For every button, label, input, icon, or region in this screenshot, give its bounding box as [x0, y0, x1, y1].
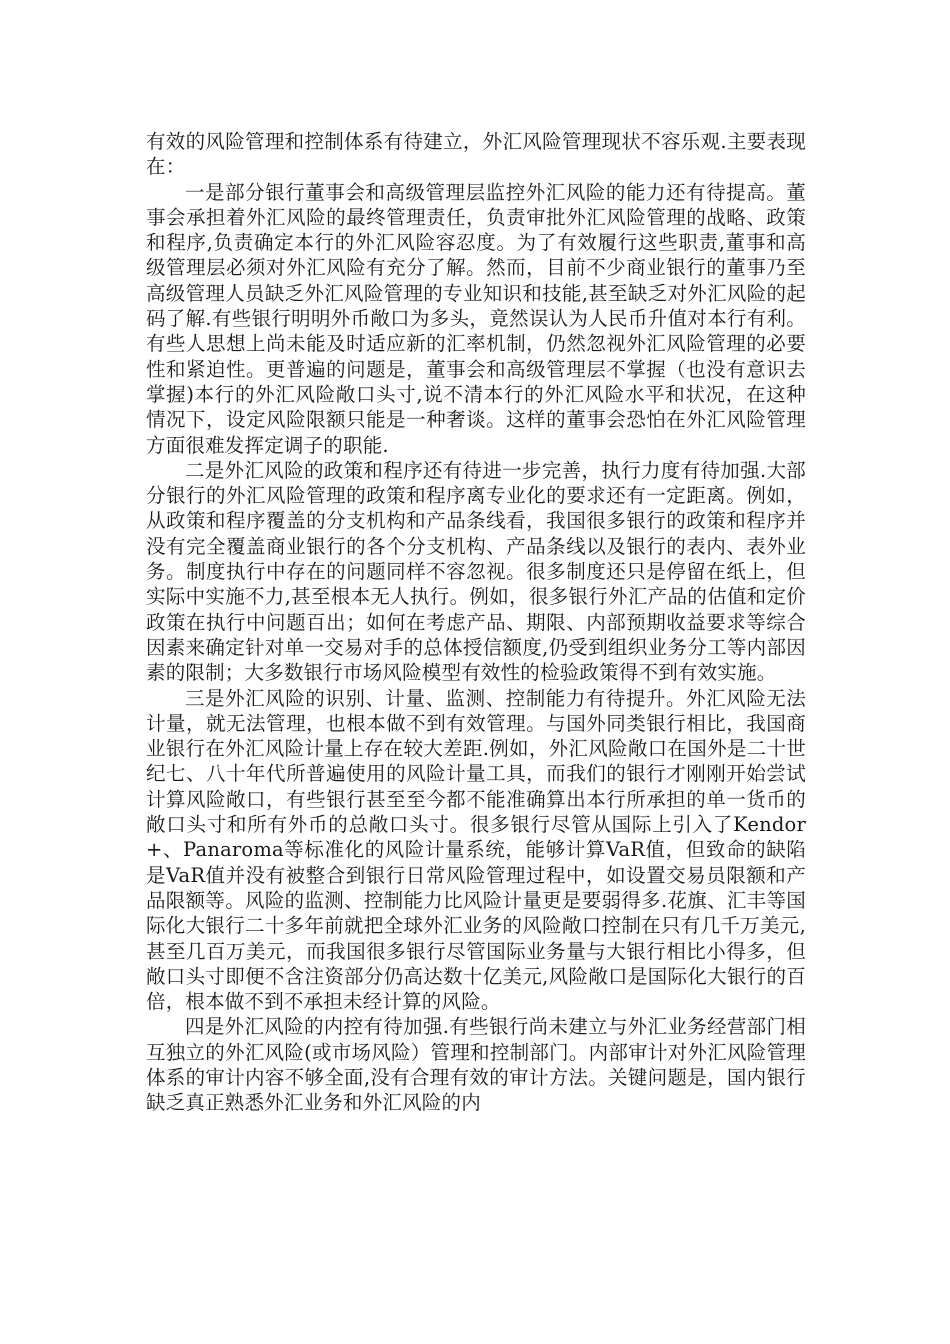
- paragraph-point-one: 一是部分银行董事会和高级管理层监控外汇风险的能力还有待提高。董事会承担着外汇风险的最终管理责任，负责审批外汇风险管理的战略、政策和程序,负责确定本行的外汇风险容忍度。为了有效履行这些职责,董事和高级管理层必须对外汇风险有充分了解。然而，目前不少商业银行的董事乃至高级管理人员缺乏外汇风险管理的专业知识和技能,甚至缺乏对外汇风险的起码了解.有些银行明明外币敞口为多头，竟然误认为人民币升值对本行有利。有些人思想上尚未能及时适应新的汇率机制，仍然忽视外汇风险管理的必要性和紧迫性。更普遍的问题是，董事会和高级管理层不掌握（也没有意识去掌握)本行的外汇风险敞口头寸,说不清本行的外汇风险水平和状况，在这种情况下，设定风险限额只能是一种奢谈。这样的董事会恐怕在外汇风险管理方面很难发挥定调子的职能.: [146, 180, 806, 457]
- paragraph-point-two: 二是外汇风险的政策和程序还有待进一步完善，执行力度有待加强.大部分银行的外汇风险管理的政策和程序离专业化的要求还有一定距离。例如，从政策和程序覆盖的分支机构和产品条线看，我国很多银行的政策和程序并没有完全覆盖商业银行的各个分支机构、产品条线以及银行的表内、表外业务。制度执行中存在的问题同样不容忽视。很多制度还只是停留在纸上，但实际中实施不力,甚至根本无人执行。例如，很多银行外汇产品的估值和定价政策在执行中问题百出；如何在考虑产品、期限、内部预期收益要求等综合因素来确定针对单一交易对手的总体授信额度,仍受到组织业务分工等内部因素的限制；大多数银行市场风险模型有效性的检验政策得不到有效实施。: [146, 458, 806, 685]
- paragraph-intro: 有效的风险管理和控制体系有待建立，外汇风险管理现状不容乐观.主要表现在：: [146, 130, 806, 179]
- paragraph-point-four: 四是外汇风险的内控有待加强.有些银行尚未建立与外汇业务经营部门相互独立的外汇风险(或市场风险）管理和控制部门。内部审计对外汇风险管理体系的审计内容不够全面,没有合理有效的审计方法。关键问题是，国内银行缺乏真正熟悉外汇业务和外汇风险的内: [146, 1015, 806, 1115]
- document-body: [146, 129, 806, 1116]
- paragraph-point-three: 三是外汇风险的识别、计量、监测、控制能力有待提升。外汇风险无法计量，就无法管理，也根本做不到有效管理。与国外同类银行相比，我国商业银行在外汇风险计量上存在较大差距.例如，外汇风险敞口在国外是二十世纪七、八十年代所普遍使用的风险计量工具，而我们的银行才刚刚开始尝试计算风险敞口，有些银行甚至至今都不能准确算出本行所承担的单一货币的敞口头寸和所有外币的总敞口头寸。很多银行尽管从国际上引入了Kendor+、Panaroma等标准化的风险计量系统，能够计算VaR值，但致命的缺陷是VaR值并没有被整合到银行日常风险管理过程中，如设置交易员限额和产品限额等。风险的监测、控制能力比风险计量更是要弱得多.花旗、汇丰等国际化大银行二十多年前就把全球外汇业务的风险敞口控制在只有几千万美元,甚至几百万美元，而我国很多银行尽管国际业务量与大银行相比小得多，但敞口头寸即便不含注资部分仍高达数十亿美元,风险敞口是国际化大银行的百倍，根本做不到不承担未经计算的风险。: [146, 686, 806, 1014]
